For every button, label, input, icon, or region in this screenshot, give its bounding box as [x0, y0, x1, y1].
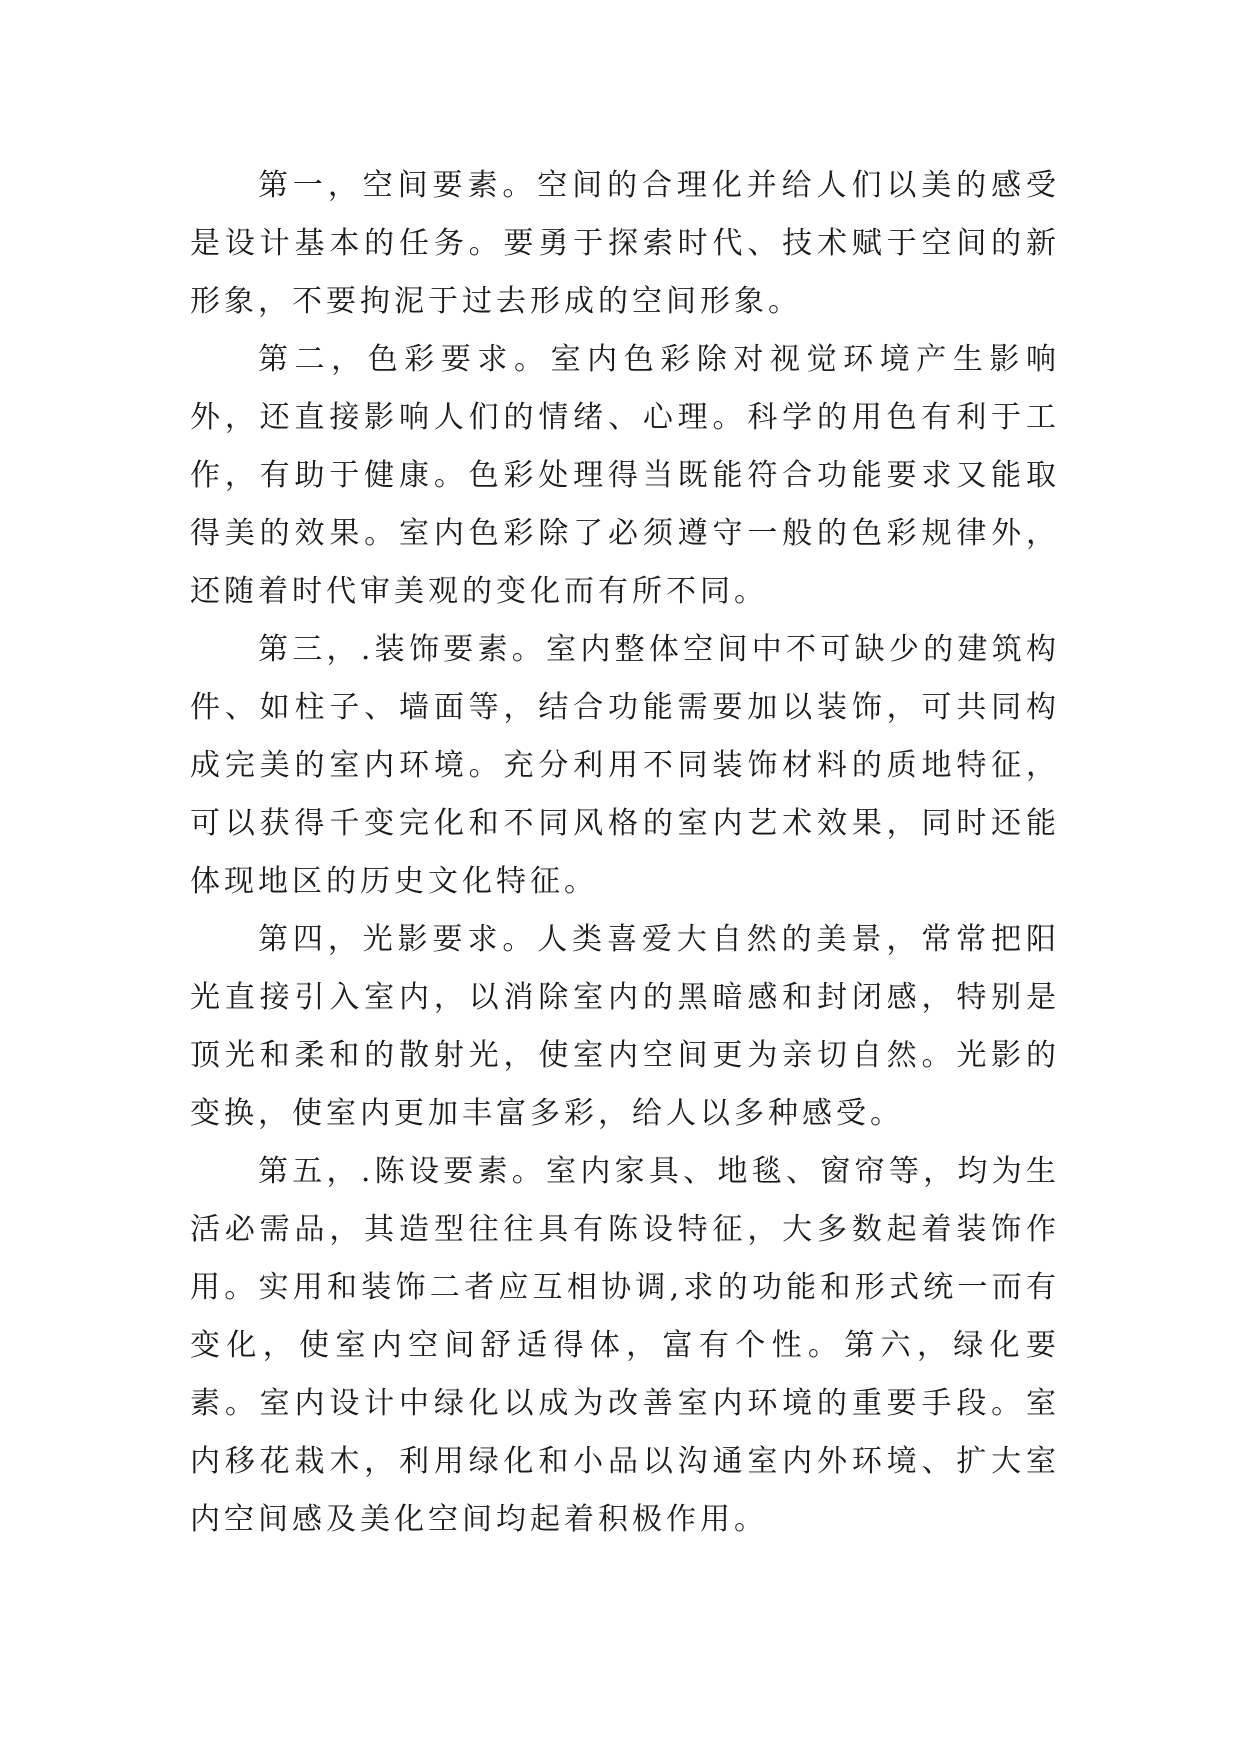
document-body: [190, 157, 1060, 1549]
paragraph-space-element: 第一，空间要素。空间的合理化并给人们以美的感受是设计基本的任务。要勇于探索时代、技术赋于空间的新形象，不要拘泥于过去形成的空间形象。: [190, 168, 1060, 319]
paragraph-furnishing-element: 第五，.陈设要素。室内家具、地毯、窗帘等，均为生活必需品，其造型往往具有陈设特征，大多数起着装饰作用。实用和装饰二者应互相协调,求的功能和形式统一而有变化，使室内空间舒适得体，富有个性。第六，绿化要素。室内设计中绿化以成为改善室内环境的重要手段。室内移花栽木，利用绿化和小品以沟通室内外环境、扩大室内空间感及美化空间均起着积极作用。: [190, 1154, 1060, 1537]
paragraph-decoration-element: 第三，.装饰要素。室内整体空间中不可缺少的建筑构件、如柱子、墙面等，结合功能需要加以装饰，可共同构成完美的室内环境。充分利用不同装饰材料的质地特征，可以获得千变完化和不同风格的室内艺术效果，同时还能体现地区的历史文化特征。: [190, 632, 1060, 899]
paragraph-light-shadow-requirement: 第四，光影要求。人类喜爱大自然的美景，常常把阳光直接引入室内，以消除室内的黑暗感和封闭感，特别是顶光和柔和的散射光，使室内空间更为亲切自然。光影的变换，使室内更加丰富多彩，给人以多种感受。: [190, 922, 1060, 1131]
paragraph-color-requirement: 第二，色彩要求。室内色彩除对视觉环境产生影响外，还直接影响人们的情绪、心理。科学的用色有利于工作，有助于健康。色彩处理得当既能符合功能要求又能取得美的效果。室内色彩除了必须遵守一般的色彩规律外，还随着时代审美观的变化而有所不同。: [190, 342, 1060, 609]
